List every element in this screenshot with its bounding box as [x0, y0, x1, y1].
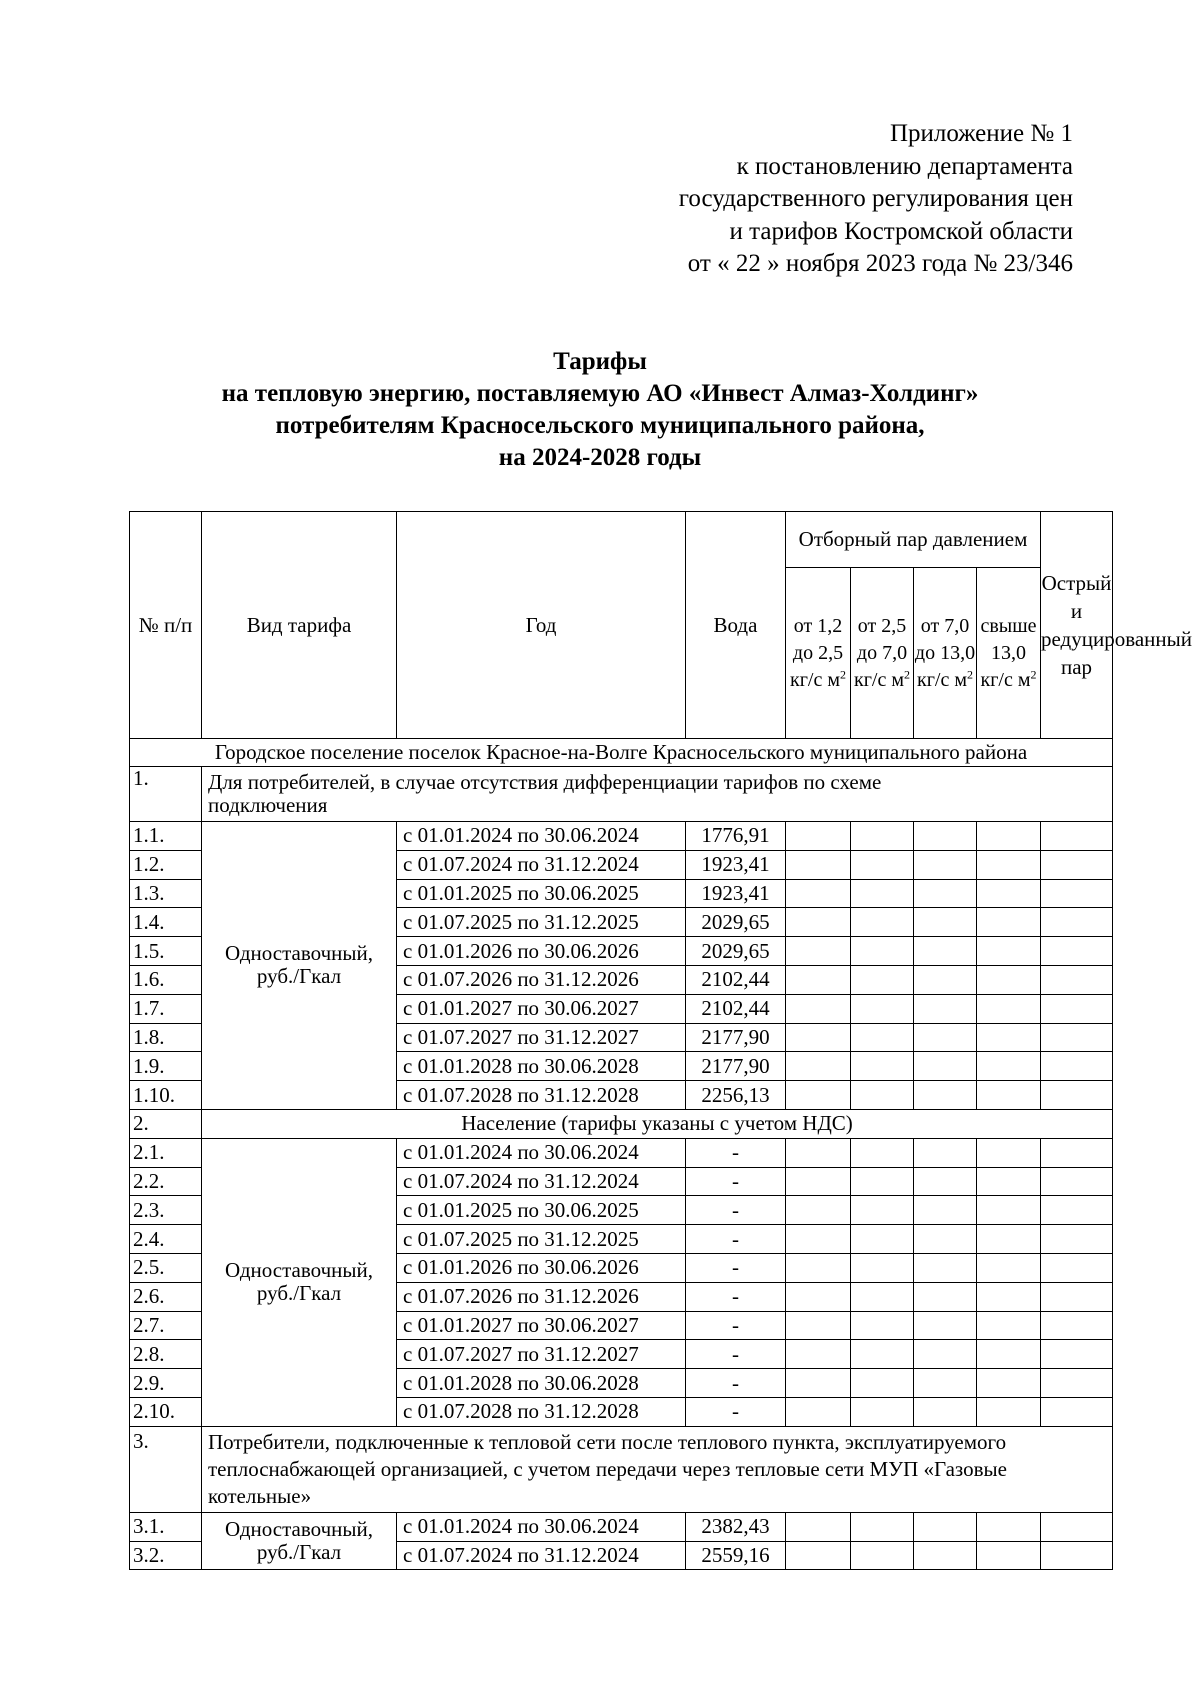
empty-cell [786, 1138, 851, 1167]
period-cell: с 01.01.2024 по 30.06.2024 [397, 1138, 686, 1167]
empty-cell [977, 937, 1041, 966]
row-num: 2.8. [130, 1340, 202, 1369]
empty-cell [977, 1225, 1041, 1254]
period-cell: с 01.07.2025 по 31.12.2025 [397, 908, 686, 937]
approval-line: и тарифов Костромской области [729, 217, 1073, 245]
empty-cell [1041, 1023, 1113, 1052]
water-value: - [686, 1397, 786, 1426]
empty-cell [977, 908, 1041, 937]
empty-cell [914, 879, 977, 908]
empty-cell [1041, 1138, 1113, 1167]
empty-cell [977, 1167, 1041, 1196]
header-steam-group: Отборный пар давлением [786, 512, 1041, 568]
empty-cell [786, 965, 851, 994]
period-cell: с 01.01.2025 по 30.06.2025 [397, 1196, 686, 1225]
row-num: 1.5. [130, 937, 202, 966]
water-value: 1776,91 [686, 822, 786, 851]
empty-cell [977, 1311, 1041, 1340]
empty-cell [1041, 879, 1113, 908]
empty-cell [786, 1023, 851, 1052]
empty-cell [786, 1167, 851, 1196]
empty-cell [977, 1397, 1041, 1426]
empty-cell [851, 1369, 914, 1398]
period-cell: с 01.07.2026 по 31.12.2026 [397, 1282, 686, 1311]
empty-cell [851, 850, 914, 879]
empty-cell [851, 1397, 914, 1426]
empty-cell [914, 965, 977, 994]
empty-cell [851, 1052, 914, 1081]
empty-cell [786, 822, 851, 851]
empty-cell [851, 1196, 914, 1225]
period-cell: с 01.07.2024 по 31.12.2024 [397, 1541, 686, 1570]
empty-cell [851, 994, 914, 1023]
period-cell: с 01.01.2025 по 30.06.2025 [397, 879, 686, 908]
empty-cell [977, 994, 1041, 1023]
tariff-type-cell: Одноставочный, руб./Гкал [202, 822, 397, 1110]
period-cell: с 01.01.2024 по 30.06.2024 [397, 1512, 686, 1541]
row-num: 2.2. [130, 1167, 202, 1196]
empty-cell [914, 1340, 977, 1369]
header-steam-1 [786, 568, 851, 739]
row-num: 3.2. [130, 1541, 202, 1570]
water-value: - [686, 1282, 786, 1311]
empty-cell [786, 850, 851, 879]
empty-cell [914, 1225, 977, 1254]
empty-cell [851, 937, 914, 966]
header-sharp-steam: Острый и редуцированный пар [1041, 512, 1113, 739]
empty-cell [977, 822, 1041, 851]
row-num: 1.4. [130, 908, 202, 937]
empty-cell [851, 1167, 914, 1196]
period-cell: с 01.07.2024 по 31.12.2024 [397, 1167, 686, 1196]
header-steam-4-text: свыше 13,0 кг/с м [980, 614, 1037, 691]
empty-cell [914, 1138, 977, 1167]
row-num: 2.10. [130, 1397, 202, 1426]
group-label: Потребители, подключенные к тепловой сети после теплового пункта, эксплуатируемого теплоснабжающей организацией, с учетом передачи через тепловые сети МУП «Газовые котельные» [202, 1426, 1113, 1512]
header-steam-3-text: от 7,0 до 13,0 кг/с м [914, 614, 976, 691]
empty-cell [786, 1225, 851, 1254]
row-num: 1.7. [130, 994, 202, 1023]
empty-cell [851, 1225, 914, 1254]
row-num: 2.1. [130, 1138, 202, 1167]
empty-cell [914, 1311, 977, 1340]
empty-cell [977, 1138, 1041, 1167]
row-num: 2.3. [130, 1196, 202, 1225]
empty-cell [851, 1340, 914, 1369]
water-value: 2102,44 [686, 994, 786, 1023]
header-tariff-type: Вид тарифа [202, 512, 397, 739]
row-num: 1.6. [130, 965, 202, 994]
empty-cell [786, 937, 851, 966]
empty-cell [977, 1512, 1041, 1541]
period-cell: с 01.07.2026 по 31.12.2026 [397, 965, 686, 994]
empty-cell [1041, 1225, 1113, 1254]
water-value: 2177,90 [686, 1052, 786, 1081]
empty-cell [1041, 1167, 1113, 1196]
empty-cell [786, 1196, 851, 1225]
group-num: 2. [130, 1109, 202, 1138]
empty-cell [977, 1081, 1041, 1110]
empty-cell [1041, 937, 1113, 966]
empty-cell [1041, 965, 1113, 994]
empty-cell [1041, 1369, 1113, 1398]
tariff-table [129, 511, 1193, 1570]
water-value: 2559,16 [686, 1541, 786, 1570]
approval-line: от « 22 » ноября 2023 года № 23/346 [687, 250, 1073, 277]
squared-mark: 2 [967, 666, 973, 681]
water-value: - [686, 1340, 786, 1369]
period-cell: с 01.07.2025 по 31.12.2025 [397, 1225, 686, 1254]
empty-cell [851, 1282, 914, 1311]
tariff-type-cell: Одноставочный, руб./Гкал [202, 1512, 397, 1570]
empty-cell [786, 1340, 851, 1369]
approval-block [679, 118, 1073, 281]
empty-cell [1041, 1311, 1113, 1340]
group-num: 1. [130, 767, 202, 822]
row-num: 1.9. [130, 1052, 202, 1081]
approval-line: государственного регулирования цен [678, 185, 1073, 212]
period-cell: с 01.07.2028 по 31.12.2028 [397, 1397, 686, 1426]
title-line: на 2024-2028 годы [498, 444, 702, 471]
empty-cell [977, 965, 1041, 994]
empty-cell [1041, 850, 1113, 879]
empty-cell [851, 1023, 914, 1052]
empty-cell [786, 1512, 851, 1541]
empty-cell [977, 1369, 1041, 1398]
water-value: - [686, 1253, 786, 1282]
empty-cell [786, 1081, 851, 1110]
header-steam-4 [977, 568, 1041, 739]
empty-cell [1041, 994, 1113, 1023]
title-line: на тепловую энергию, поставляемую АО «Инвест Алмаз-Холдинг» [221, 380, 979, 407]
water-value: 2029,65 [686, 937, 786, 966]
empty-cell [1041, 1081, 1113, 1110]
water-value: 1923,41 [686, 879, 786, 908]
title-line: потребителям Красносельского муниципального района, [275, 412, 925, 439]
empty-cell [914, 822, 977, 851]
empty-cell [1041, 822, 1113, 851]
empty-cell [851, 1311, 914, 1340]
empty-cell [1041, 1052, 1113, 1081]
empty-cell [914, 994, 977, 1023]
header-steam-1-text: от 1,2 до 2,5 кг/с м [789, 614, 844, 691]
empty-cell [977, 1282, 1041, 1311]
document-title [0, 346, 1200, 474]
empty-cell [786, 1253, 851, 1282]
water-value: 1923,41 [686, 850, 786, 879]
empty-cell [851, 879, 914, 908]
empty-cell [914, 1397, 977, 1426]
empty-cell [851, 1081, 914, 1110]
water-value: 2256,13 [686, 1081, 786, 1110]
water-value: 2177,90 [686, 1023, 786, 1052]
row-num: 1.3. [130, 879, 202, 908]
header-water: Вода [686, 512, 786, 739]
period-cell: с 01.07.2027 по 31.12.2027 [397, 1340, 686, 1369]
empty-cell [851, 822, 914, 851]
empty-cell [851, 965, 914, 994]
row-num: 1.2. [130, 850, 202, 879]
water-value: 2382,43 [686, 1512, 786, 1541]
empty-cell [786, 1052, 851, 1081]
period-cell: с 01.01.2028 по 30.06.2028 [397, 1369, 686, 1398]
empty-cell [1041, 1397, 1113, 1426]
empty-cell [914, 1253, 977, 1282]
empty-cell [851, 1512, 914, 1541]
group-num: 3. [130, 1426, 202, 1512]
empty-cell [914, 1369, 977, 1398]
empty-cell [1041, 1282, 1113, 1311]
water-value: - [686, 1369, 786, 1398]
header-steam-3 [914, 568, 977, 739]
row-num: 1.1. [130, 822, 202, 851]
empty-cell [914, 908, 977, 937]
empty-cell [914, 1282, 977, 1311]
period-cell: с 01.07.2028 по 31.12.2028 [397, 1081, 686, 1110]
header-num: № п/п [130, 512, 202, 739]
empty-cell [786, 908, 851, 937]
empty-cell [786, 879, 851, 908]
empty-cell [914, 1512, 977, 1541]
empty-cell [977, 1196, 1041, 1225]
period-cell: с 01.07.2024 по 31.12.2024 [397, 850, 686, 879]
empty-cell [1041, 908, 1113, 937]
empty-cell [914, 850, 977, 879]
row-num: 2.7. [130, 1311, 202, 1340]
period-cell: с 01.07.2027 по 31.12.2027 [397, 1023, 686, 1052]
empty-cell [914, 937, 977, 966]
row-num: 3.1. [130, 1512, 202, 1541]
empty-cell [851, 1138, 914, 1167]
water-value: - [686, 1196, 786, 1225]
empty-cell [914, 1167, 977, 1196]
title-line: Тарифы [553, 348, 647, 375]
empty-cell [914, 1052, 977, 1081]
period-cell: с 01.01.2026 по 30.06.2026 [397, 1253, 686, 1282]
header-steam-2-text: от 2,5 до 7,0 кг/с м [853, 614, 908, 691]
group-label: Население (тарифы указаны с учетом НДС) [202, 1109, 1113, 1138]
empty-cell [851, 1253, 914, 1282]
period-cell: с 01.01.2027 по 30.06.2027 [397, 994, 686, 1023]
tariff-type-cell: Одноставочный, руб./Гкал [202, 1138, 397, 1426]
empty-cell [977, 1023, 1041, 1052]
empty-cell [1041, 1253, 1113, 1282]
water-value: - [686, 1311, 786, 1340]
settlement-row: Городское поселение поселок Красное-на-Волге Красносельского муниципального района [130, 739, 1113, 767]
empty-cell [977, 1052, 1041, 1081]
empty-cell [1041, 1340, 1113, 1369]
row-num: 2.5. [130, 1253, 202, 1282]
water-value: - [686, 1167, 786, 1196]
empty-cell [914, 1541, 977, 1570]
empty-cell [977, 1340, 1041, 1369]
row-num: 1.8. [130, 1023, 202, 1052]
header-year: Год [397, 512, 686, 739]
period-cell: с 01.01.2026 по 30.06.2026 [397, 937, 686, 966]
empty-cell [977, 1541, 1041, 1570]
empty-cell [786, 1541, 851, 1570]
empty-cell [786, 1282, 851, 1311]
approval-line: Приложение № 1 [889, 120, 1073, 147]
group-label: Для потребителей, в случае отсутствия дифференциации тарифов по схеме подключения [202, 767, 1113, 822]
empty-cell [1041, 1541, 1113, 1570]
empty-cell [851, 1541, 914, 1570]
empty-cell [786, 1369, 851, 1398]
empty-cell [786, 1311, 851, 1340]
period-cell: с 01.01.2028 по 30.06.2028 [397, 1052, 686, 1081]
water-value: - [686, 1225, 786, 1254]
water-value: 2102,44 [686, 965, 786, 994]
period-cell: с 01.01.2024 по 30.06.2024 [397, 822, 686, 851]
row-num: 2.9. [130, 1369, 202, 1398]
water-value: 2029,65 [686, 908, 786, 937]
squared-mark: 2 [1030, 666, 1037, 681]
row-num: 2.4. [130, 1225, 202, 1254]
squared-mark: 2 [840, 666, 846, 681]
empty-cell [1041, 1512, 1113, 1541]
empty-cell [977, 1253, 1041, 1282]
empty-cell [914, 1023, 977, 1052]
empty-cell [851, 908, 914, 937]
empty-cell [914, 1081, 977, 1110]
approval-line: к постановлению департамента [736, 152, 1073, 180]
row-num: 1.10. [130, 1081, 202, 1110]
header-steam-2 [851, 568, 914, 739]
empty-cell [786, 994, 851, 1023]
empty-cell [914, 1196, 977, 1225]
empty-cell [977, 879, 1041, 908]
row-num: 2.6. [130, 1282, 202, 1311]
period-cell: с 01.01.2027 по 30.06.2027 [397, 1311, 686, 1340]
water-value: - [686, 1138, 786, 1167]
empty-cell [977, 850, 1041, 879]
squared-mark: 2 [904, 666, 910, 681]
empty-cell [1041, 1196, 1113, 1225]
empty-cell [786, 1397, 851, 1426]
